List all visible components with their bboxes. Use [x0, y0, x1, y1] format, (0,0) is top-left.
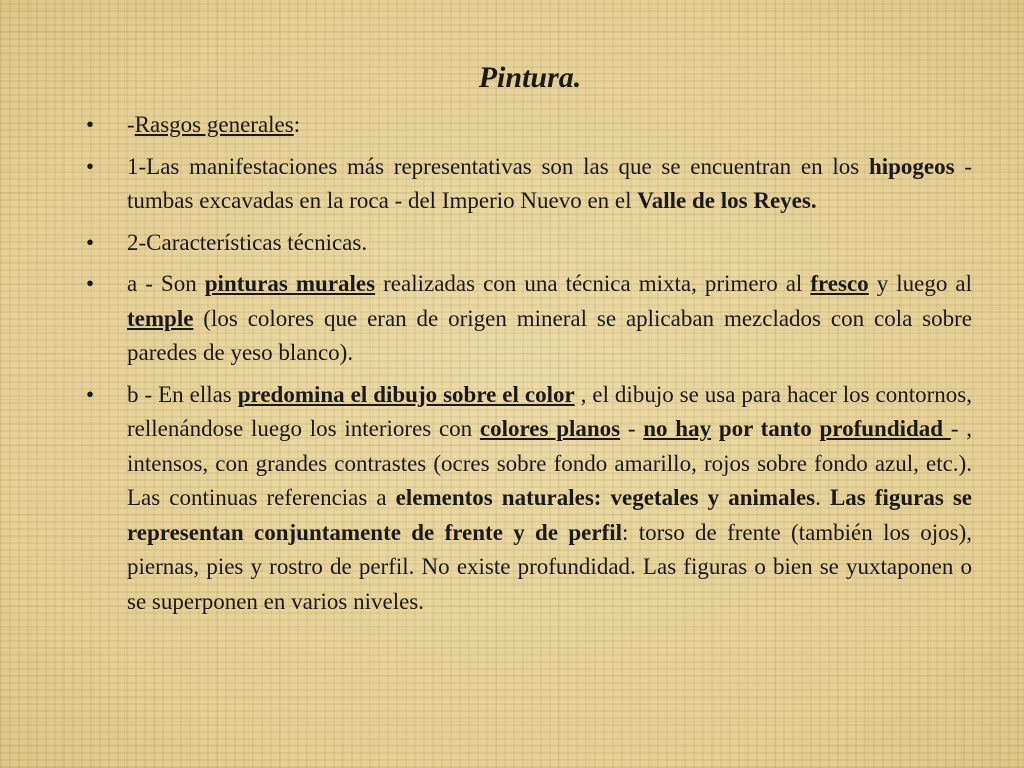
text-fragment: 1-Las manifestaciones más representativas son las que se encuentran en los [127, 153, 869, 179]
bold-underlined-term: colores planos [479, 416, 621, 441]
text-fragment: - tumbas excavadas en la roca - del Imperio Nuevo en el [127, 153, 972, 213]
bullet-dot: • [86, 229, 95, 255]
bullet-item-rasgos [86, 108, 972, 143]
bullet-list [86, 108, 972, 626]
text-fragment: : [293, 112, 301, 137]
bold-term-valle: Valle de los Reyes. [637, 188, 817, 213]
text-fragment: - [620, 416, 644, 441]
text-fragment: 2-Características técnicas. [127, 229, 368, 255]
bullet-item-dibujo [86, 378, 972, 620]
bold-underlined-term: fresco [810, 271, 869, 296]
text-fragment: , el dibujo se usa para hacer los contornos, rellenándose luego los interiores con [127, 381, 972, 441]
bold-term: elementos naturales: vegetales y animales [395, 485, 816, 510]
text-fragment: : torso de frente (también los ojos), piernas, pies y rostro de perfil. No existe profundidad. Las figuras o bien se yuxtaponen o se superponen en varios niveles. [127, 519, 972, 614]
text-fragment: . [815, 485, 830, 510]
bold-underlined-term: no hay [643, 416, 712, 441]
bold-underlined-term: pinturas murales [204, 271, 376, 296]
bold-underlined-term: profundidad [819, 416, 951, 441]
text-fragment: a - Son [127, 271, 205, 296]
text-fragment: y luego al [868, 271, 972, 296]
text-fragment: (los colores que eran de origen mineral se aplicaban mezclados con cola sobre paredes de yeso blanco). [127, 305, 972, 365]
bullet-dot: • [86, 153, 95, 179]
underlined-heading: Rasgos generales [134, 112, 294, 137]
text-fragment: b - En ellas [127, 381, 238, 407]
bullet-dot: • [86, 381, 95, 407]
text-fragment: realizadas con una técnica mixta, primero al [375, 271, 811, 296]
bullet-dot: • [86, 271, 95, 296]
bullet-item-caracteristicas [86, 226, 972, 261]
bold-term: Las figuras se representan conjuntamente de frente y de perfil [127, 485, 972, 545]
bullet-item-pinturas-murales [86, 267, 972, 371]
bold-term-hipogeos: hipogeos [868, 153, 955, 179]
bullet-item-manifestaciones [86, 150, 972, 219]
bold-underlined-term: temple [127, 305, 194, 331]
bullet-dot: • [86, 112, 95, 137]
bold-underlined-term: predomina el dibujo sobre el color [237, 381, 575, 407]
text-fragment: - [127, 112, 135, 137]
slide-title: Pintura. [478, 61, 582, 94]
text-fragment: - , intensos, con grandes contrastes (ocres sobre fondo amarillo, rojos sobre fondo azul, etc.). Las continuas referencias a [127, 416, 972, 510]
bold-term: por tanto [711, 416, 820, 441]
